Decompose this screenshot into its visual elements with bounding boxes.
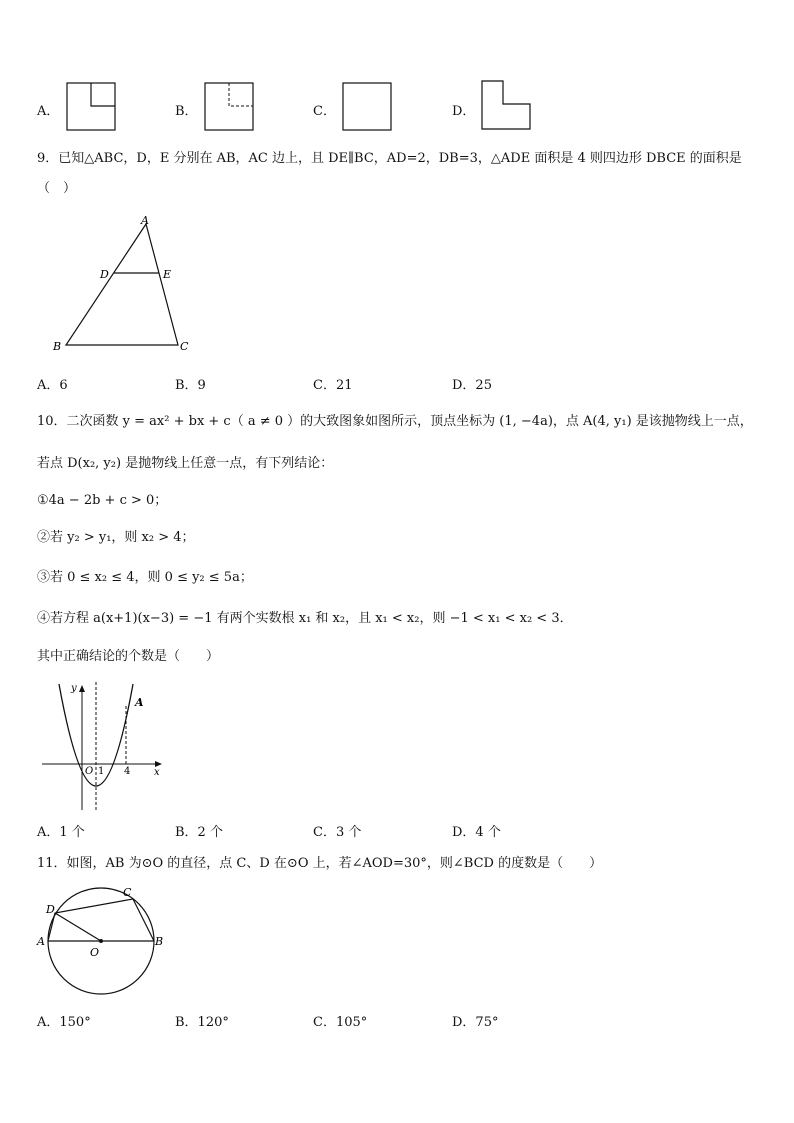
q10-option-c[interactable]: C．3 个	[313, 825, 362, 840]
q9-label-a: A	[141, 214, 149, 227]
q10-option-a[interactable]: A．1 个	[37, 825, 85, 840]
q10-statement-4: ④若方程 a(x+1)(x−3) = −1 有两个实数根 x₁ 和 x₂，且 x₁ < x₂，则 −1 < x₁ < x₂ < 3．	[37, 611, 573, 626]
q9-option-c[interactable]: C．21	[313, 378, 353, 393]
q10-stem-line2: 若点 D(x₂, y₂) 是抛物线上任意一点，有下列结论：	[37, 456, 334, 471]
q10-label-1: 1	[98, 766, 105, 777]
q11-option-a[interactable]: A．150°	[37, 1015, 91, 1030]
q10-label-a: A	[135, 696, 144, 709]
q9-label-b: B	[53, 340, 62, 353]
q10-label-4: 4	[124, 766, 131, 777]
q9-label-d: D	[100, 268, 109, 281]
q9-option-b[interactable]: B．9	[175, 378, 206, 393]
q10-stem-line1: 10．二次函数 y = ax² + bx + c（ a ≠ 0 ）的大致图象如图所示，顶点坐标为 (1, −4a)，点 A(4, y₁) 是该抛物线上一点，	[37, 414, 753, 429]
l-shape-icon	[481, 80, 533, 132]
q9-option-a[interactable]: A．6	[37, 378, 68, 393]
q10-option-b[interactable]: B．2 个	[175, 825, 223, 840]
plain-square-icon	[342, 82, 392, 132]
q11-option-c[interactable]: C．105°	[313, 1015, 368, 1030]
q10-option-d[interactable]: D．4 个	[452, 825, 501, 840]
q9-stem-line1: 9．已知△ABC，D，E 分别在 AB，AC 边上，且 DE∥BC，AD=2，DB=3，△ADE 面积是 4 则四边形 DBCE 的面积是	[37, 151, 742, 166]
q11-option-d[interactable]: D．75°	[452, 1015, 499, 1030]
q11-label-o: O	[90, 946, 100, 959]
q8-option-b-label[interactable]: B．	[175, 104, 198, 119]
q9-stem-line2: （ ）	[37, 181, 77, 196]
q10-label-o: O	[85, 766, 94, 777]
q8-option-a-label[interactable]: A．	[37, 104, 60, 119]
q8-option-c-label[interactable]: C．	[313, 104, 336, 119]
q10-parabola-figure	[38, 678, 168, 816]
q9-option-d[interactable]: D．25	[452, 378, 492, 393]
q8-option-d-label[interactable]: D．	[452, 104, 476, 119]
q11-label-b: B	[155, 935, 164, 948]
q11-stem: 11．如图，AB 为⊙O 的直径，点 C、D 在⊙O 上，若∠AOD=30°，则∠BCD 的度数是（ ）	[37, 856, 603, 871]
q11-label-d: D	[46, 903, 55, 916]
q10-label-x: x	[154, 767, 160, 778]
q11-option-b[interactable]: B．120°	[175, 1015, 229, 1030]
square-with-inner-corner-icon	[66, 82, 116, 132]
q10-statement-2: ②若 y₂ > y₁，则 x₂ > 4；	[37, 530, 195, 545]
q10-statement-1: ①4a − 2b + c > 0；	[37, 493, 168, 508]
q9-triangle-figure	[48, 212, 198, 357]
q11-circle-figure	[36, 880, 166, 995]
q11-label-a: A	[37, 935, 45, 948]
q9-label-c: C	[180, 340, 189, 353]
q10-question: 其中正确结论的个数是（ ）	[37, 649, 220, 664]
q11-label-c: C	[123, 886, 132, 899]
square-with-dashed-corner-icon	[204, 82, 254, 132]
q9-label-e: E	[163, 268, 172, 281]
q10-statement-3: ③若 0 ≤ x₂ ≤ 4，则 0 ≤ y₂ ≤ 5a；	[37, 570, 253, 585]
q10-label-y: y	[71, 683, 77, 694]
